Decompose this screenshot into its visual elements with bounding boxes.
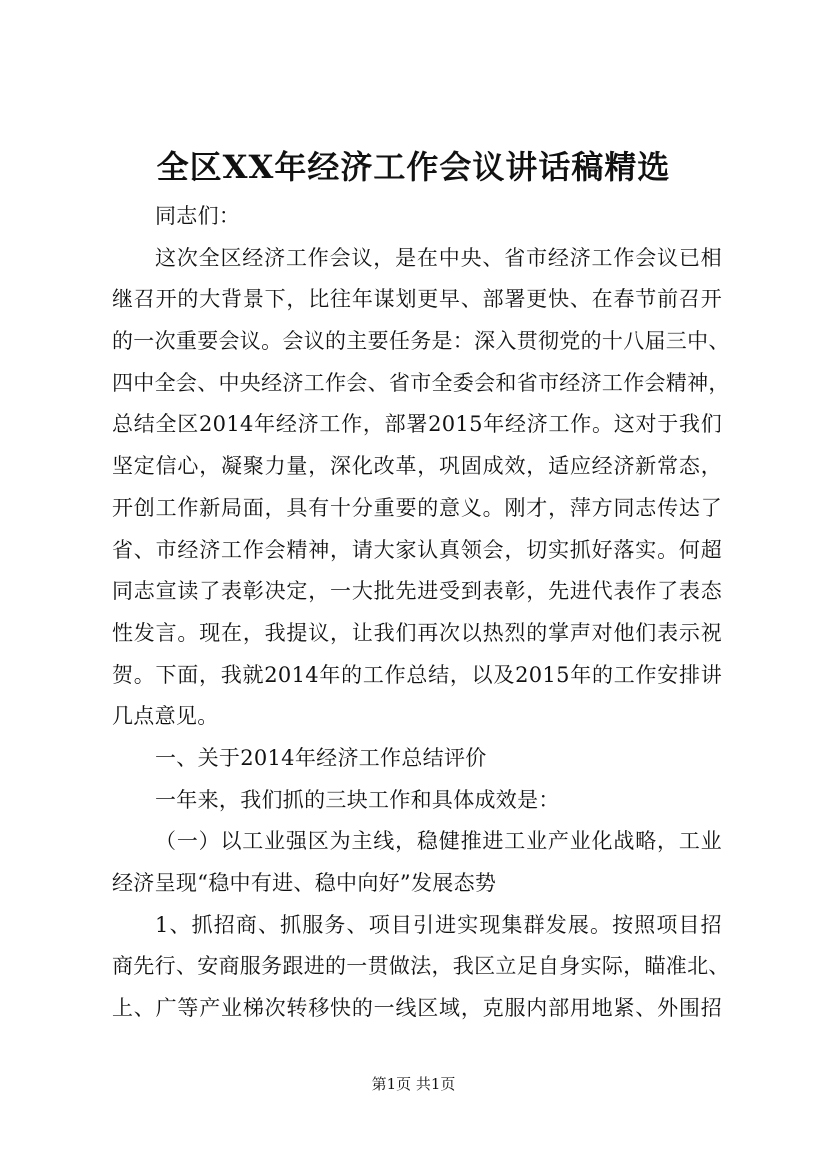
- text-line: 商先行、安商服务跟进的一贯做法，我区立足自身实际，瞄准北、: [112, 954, 730, 979]
- text-line: 一、关于2014年经济工作总结评价: [155, 745, 487, 770]
- text-line: 贺。下面，我就2014年的工作总结，以及2015年的工作安排讲: [112, 662, 722, 687]
- text-line: 省、市经济工作会精神，请大家认真领会，切实抓好落实。何超: [112, 537, 722, 562]
- text-line: 1、抓招商、抓服务、项目引进实现集群发展。按照项目招: [155, 912, 722, 937]
- text-line: 一年来，我们抓的三块工作和具体成效是：: [155, 787, 560, 812]
- text-line: 性发言。现在，我提议，让我们再次以热烈的掌声对他们表示祝: [112, 620, 722, 645]
- text-line: 经济呈现“稳中有进、稳中向好”发展态势: [112, 871, 497, 895]
- document-body: [112, 196, 730, 1030]
- text-line: 同志们：: [155, 204, 241, 228]
- text-line: 这次全区经济工作会议，是在中央、省市经济工作会议已相: [155, 245, 722, 270]
- text-line: 四中全会、中央经济工作会、省市全委会和省市经济工作会精神，: [112, 370, 730, 395]
- text-line: 几点意见。: [112, 704, 219, 729]
- text-line: 继召开的大背景下，比往年谋划更早、部署更快、在春节前召开: [112, 287, 722, 312]
- text-line: 坚定信心，凝聚力量，深化改革，巩固成效，适应经济新常态，: [112, 454, 722, 479]
- page-footer: 第1页 共1页: [371, 1075, 456, 1093]
- text-line: （一）以工业强区为主线，稳健推进工业产业化战略，工业: [155, 829, 722, 854]
- text-line: 同志宣读了表彰决定，一大批先进受到表彰，先进代表作了表态: [112, 579, 722, 604]
- document-title: 全区XX年经济工作会议讲话稿精选: [156, 148, 671, 186]
- text-line: 的一次重要会议。会议的主要任务是：深入贯彻党的十八届三中、: [112, 329, 730, 354]
- text-line: 开创工作新局面，具有十分重要的意义。刚才，萍方同志传达了: [112, 495, 722, 520]
- text-line: 上、广等产业梯次转移快的一线区域，克服内部用地紧、外围招: [112, 996, 722, 1021]
- text-line: 总结全区2014年经济工作，部署2015年经济工作。这对于我们: [112, 412, 722, 437]
